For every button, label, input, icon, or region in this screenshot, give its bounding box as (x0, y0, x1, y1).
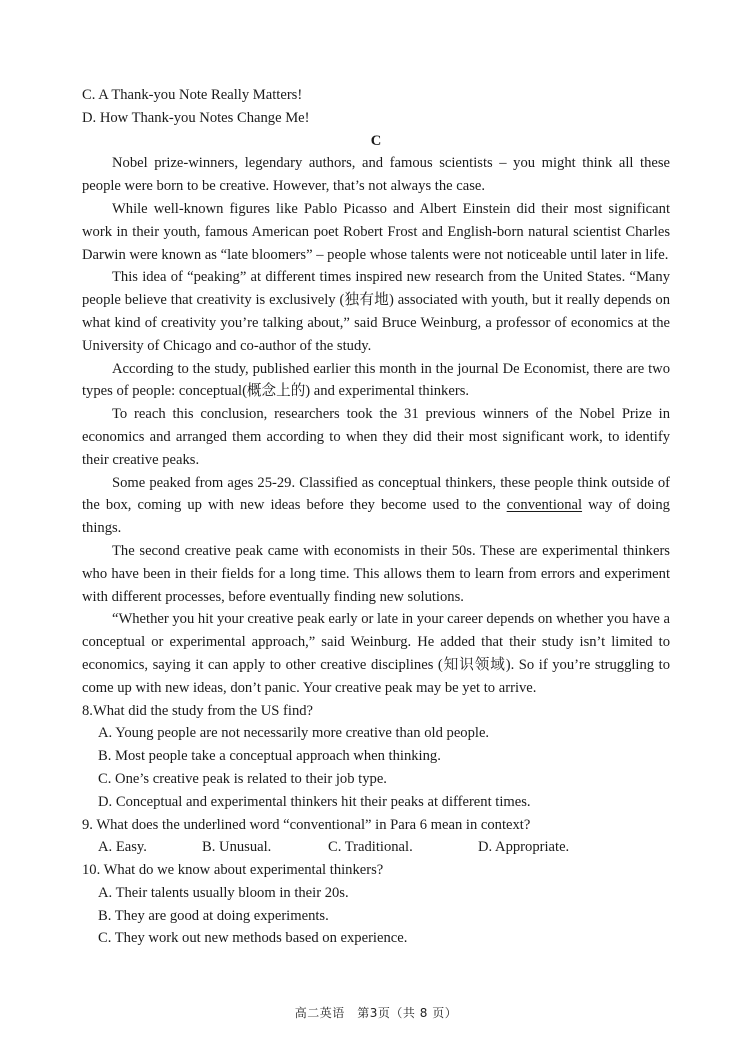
question-8-stem: 8.What did the study from the US find? (82, 702, 314, 719)
question-9-option-a: A. Easy. (98, 839, 147, 856)
question-10-stem: 10. What do we know about experimental thinkers? (82, 862, 384, 879)
section-heading: C (370, 132, 382, 149)
previous-option-d: D. How Thank-you Notes Change Me! (82, 109, 310, 126)
paragraph-6-text-after: way of doing things. (82, 497, 670, 537)
passage-paragraph-5: To reach this conclusion, researchers took the 31 previous winners of the Nobel Prize in economics and arranged them according to when they did their most significant work, to identify their creative peaks. (82, 406, 670, 468)
question-8-option-a: A. Young people are not necessarily more creative than old people. (98, 725, 490, 742)
question-8-option-c: C. One’s creative peak is related to their job type. (98, 770, 387, 787)
question-9-options (82, 836, 670, 859)
question-10-option-b: B. They are good at doing experiments. (98, 907, 329, 924)
question-10-option-a: A. Their talents usually bloom in their 20s. (98, 884, 349, 901)
previous-option-c: C. A Thank-you Note Really Matters! (82, 87, 303, 103)
passage-paragraph-8: “Whether you hit your creative peak early or late in your career depends on whether you have a conceptual or experimental approach,” said Weinburg. He added that their study isn’t limited to economics, saying it can apply to other creative disciplines (知识领域). So if you’re struggling to come up with new ideas, don’t panic. Your creative peak may be yet to arrive. (82, 611, 670, 696)
question-9-option-c: C. Traditional. (328, 839, 413, 856)
passage-paragraph-7: The second creative peak came with economists in their 50s. These are experimental thinkers who have been in their fields for a long time. This allows them to learn from errors and experiment with different processes, before eventually finding new solutions. (82, 542, 670, 605)
question-9-option-d: D. Appropriate. (478, 839, 570, 856)
question-9-option-b: B. Unusual. (202, 839, 272, 856)
passage-paragraph-2: While well-known figures like Pablo Picasso and Albert Einstein did their most significant work in their youth, famous American poet Robert Frost and English-born natural scientist Charles Darwin were known as “late bloomers” – people whose talents were not noticeable until later in life. (82, 200, 670, 263)
underlined-word-conventional: conventional (506, 497, 583, 514)
paragraph-6-text-before: Some peaked from ages 25-29. Classified as conceptual thinkers, these people think outside of the box, coming up with new ideas before they become used to the (82, 474, 670, 514)
question-8-option-d: D. Conceptual and experimental thinkers hit their peaks at different times. (98, 793, 531, 810)
passage-paragraph-4: According to the study, published earlier this month in the journal De Economist, there are two types of people: conceptual(概念上的) and experimental thinkers. (82, 360, 670, 400)
passage-paragraph-1: Nobel prize-winners, legendary authors, and famous scientists – you might think all these people were born to be creative. However, that’s not always the case. (82, 155, 670, 195)
question-10-option-c: C. They work out new methods based on experience. (98, 930, 408, 947)
passage-paragraph-6 (82, 472, 670, 540)
exam-page (82, 84, 670, 950)
page-footer: 高二英语 第3页（共 8 页） (294, 1006, 458, 1020)
question-9-stem: 9. What does the underlined word “conventional” in Para 6 mean in context? (82, 816, 531, 833)
passage-paragraph-3: This idea of “peaking” at different times inspired new research from the United States. “Many people believe that creativity is exclusively (独有地) associated with youth, but it really depends on what kind of creativity you’re talking about,” said Bruce Weinburg, a professor of economics at the University of Chicago and co-author of the study. (82, 269, 670, 354)
question-8-option-b: B. Most people take a conceptual approach when thinking. (98, 748, 441, 765)
